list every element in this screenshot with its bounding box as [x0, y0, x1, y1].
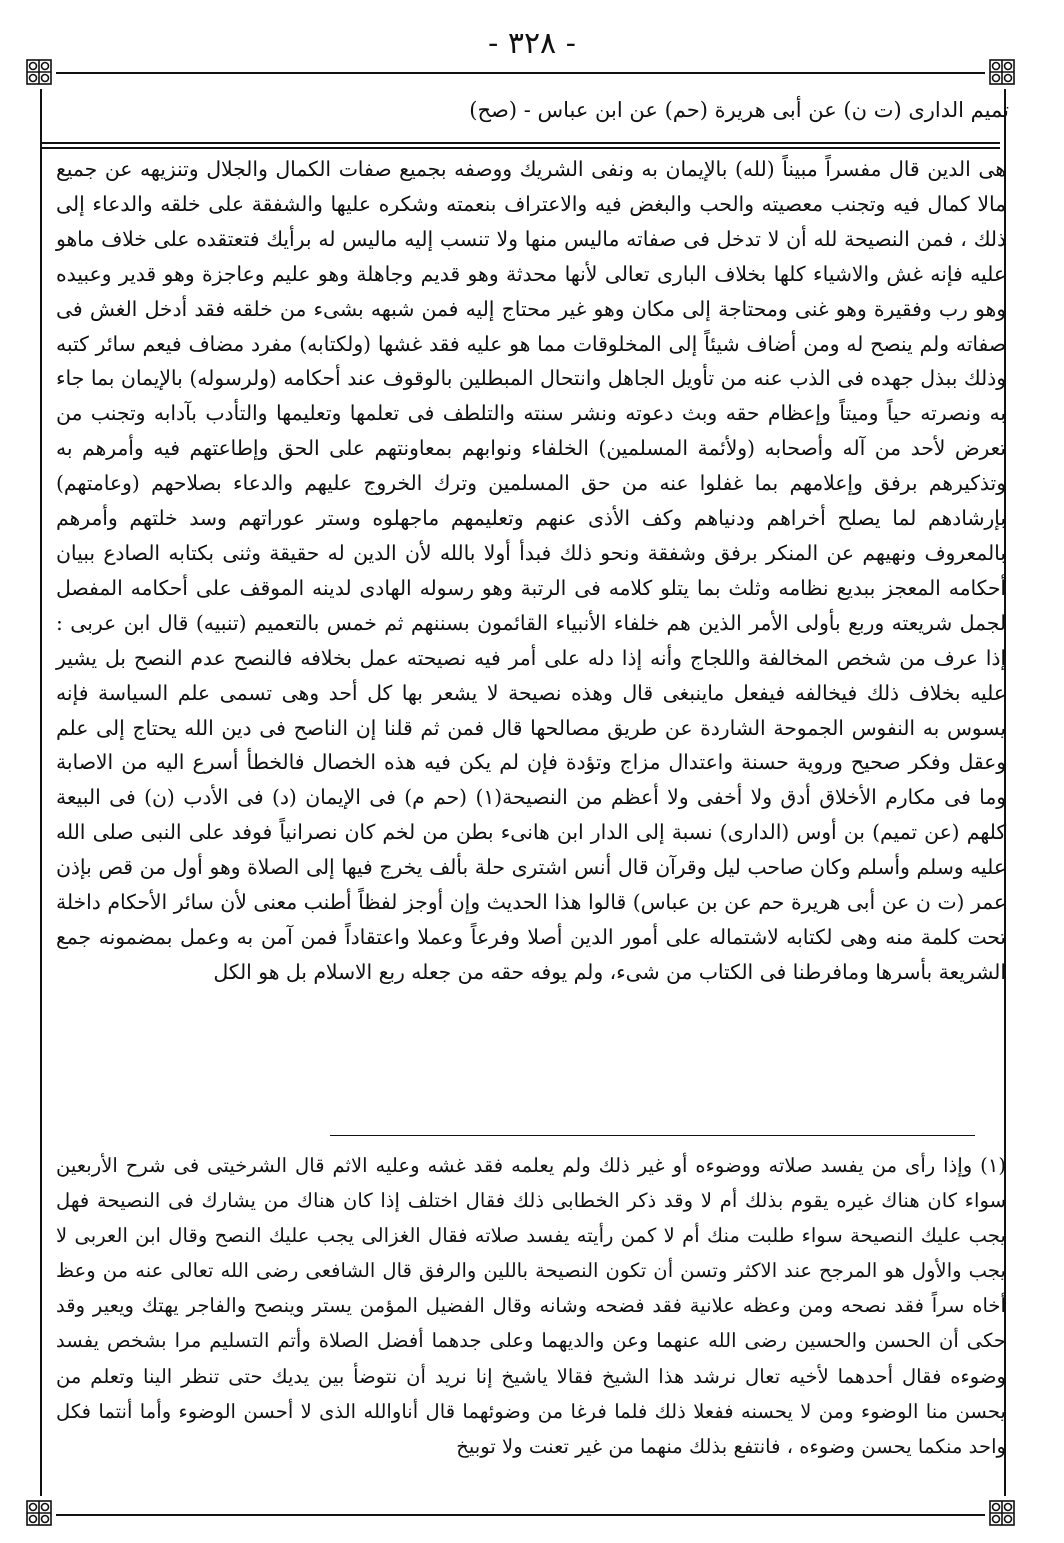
footnote: (١) وإذا رأى من يفسد صلاته ووضوءه أو غير ذلك ولم يعلمه فقد غشه وعليه الاثم قال الشرخيتى فى شرح الأربعين سواء كان هناك غيره يقوم بذلك أم لا وقد ذكر الخطابى ذلك فقال اختلف إذا كان هناك من يشارك فى النصيحة فهل يجب عليك النصيحة سواء طلبت منك أم لا كمن رأيته يفسد صلاته فقال الغزالى يجب عليك النصح وقال ابن العربى لا يجب والأول هو المرجح عند الاكثر وتسن أن تكون النصيحة باللين والرفق قال الشافعى رضى الله تعالى عنه من وعظ أخاه سراً فقد نصحه ومن وعظه علانية فقد فضحه وشانه وقال الفضيل المؤمن يستر وينصح والفاجر يهتك ويعير وقد حكى أن الحسن والحسين رضى الله عنهما وعن والديهما وعلى جدهما أفضل الصلاة وأتم التسليم مرا بشخص يفسد وضوءه فقال أحدهما لأخيه تعال نرشد هذا الشيخ فقالا ياشيخ إنا نريد أن نتوضأ بين يديك حتى تنظر الينا وتعلم من يحسن منا الوضوء ومن لا يحسنه ففعلا ذلك فلما فرغا من وضوئهما قال أناوالله الذى لا أحسن الوضوء وأما أنتما فكل واحد منكما يحسن وضوءه ، فانتفع بذلك منهما من غير تعنت ولا توبيخ — [56, 1154, 1006, 1458]
header-citation: تميم الدارى (ت ن) عن أبى هريرة (حم) عن ابن عباس - (صح) — [469, 98, 1009, 122]
corner-ornament-icon — [985, 1496, 1019, 1530]
commentary-body: هى الدين قال مفسراً مبيناً (لله) بالإيمان به ونفى الشريك ووصفه بجميع صفات الكمال والجلال وتنزيهه عن جميع مالا كمال فيه وتجنب معصيته والحب والبغض فيه والاعتراف بنعمته وشكره عليها والشفقة على خلقه والدعاء إلى ذلك ، فمن النصيحة لله أن لا تدخل فى صفاته ماليس منها ولا تنسب إليه ماليس له برأيك فتعتقده على خلاف ماهو عليه فإنه غش والاشياء كلها بخلاف البارى تعالى لأنها محدثة وهو قديم وجاهلة وهو عليم وعاجزة وهو قدير وعبيده وهو رب وفقيرة وهو غنى ومحتاجة إلى مكان وهو غير محتاج إليه فمن شبهه بشىء من خلقه فقد أدخل الغش فى صفاته ولم ينصح له ومن أضاف شيئاً إلى المخلوقات مما هو عليه فقد غشها (ولكتابه) مفرد مضاف فيعم سائر كتبه وذلك ببذل جهده فى الذب عنه من تأويل الجاهل وانتحال المبطلين بالوقوف عند أحكامه (ولرسوله) بالإيمان بما جاء به ونصرته حياً وميتاً وإعظام حقه وبث دعوته ونشر سنته والتلطف فى تعلمها وتعليمها والتأدب بآدابه وتجنب من تعرض لأحد من آله وأصحابه (ولأئمة المسلمين) الخلفاء ونوابهم بمعاونتهم على الحق وإطاعتهم فيه وأمرهم به وتذكيرهم برفق وإعلامهم بما غفلوا عنه من حق المسلمين وترك الخروج عليهم والدعاء بصلاحهم (وعامتهم) بإرشادهم لما يصلح أخراهم ودنياهم وكف الأذى عنهم وتعليمهم ماجهلوه وستر عوراتهم وسد خلتهم وأمرهم بالمعروف ونهيهم عن المنكر برفق وشفقة ونحو ذلك فبدأ أولا بالله لأن الدين له حقيقة وثنى بكتابه الصادع ببيان أحكامه المعجز ببديع نظامه وثلث بما يتلو كلامه فى الرتبة وهو رسوله الهادى لدينه الموقف على أحكامه المفصل لجمل شريعته وربع بأولى الأمر الذين هم خلفاء الأنبياء القائمون بسننهم ثم خمس بالتعميم (تنبيه) قال ابن عربى : إذا عرف من شخص المخالفة واللجاج وأنه إذا دله على أمر فيه نصيحته عمل بخلافه فالنصح عدم النصح بل يشير عليه بخلاف ذلك فيخالفه فيفعل ماينبغى قال وهذه نصيحة لا يشعر بها كل أحد وهى تسمى علم السياسة فإنه يسوس به النفوس الجموحة الشاردة عن طريق مصالحها قال فمن ثم قلنا إن الناصح فى دين الله يحتاج إلى علم وعقل وفكر صحيح وروية حسنة واعتدال مزاج وتؤدة فإن لم يكن فيه هذه الخصال فالخطأ أسرع اليه من الاصابة وما فى مكارم الأخلاق أدق ولا أخفى ولا أعظم من النصيحة(١) (حم م) فى الإيمان (د) فى الأدب (ن) فى البيعة كلهم (عن تميم) بن أوس (الدارى) نسبة إلى الدار ابن هانىء بطن من لخم كان نصرانياً فوفد على النبى صلى الله عليه وسلم وأسلم وكان صاحب ليل وقرآن قال أنس اشترى حلة بألف يخرج فيها إلى الصلاة وهو أول من قص بإذن عمر (ت ن عن أبى هريرة حم عن بن عباس) قالوا هذا الحديث وإن أوجز لفظاً أطنب معنى لأن سائر الأحكام داخلة تحت كلمة منه وهى لكتابه لاشتماله على أمور الدين أصلا وفرعاً وعملا واعتقاداً فمن آمن به وعمل بمضمونه جمع الشريعة بأسرها ومافرطنا فى الكتاب من شىء، ولم يوفه حقه من جعله ربع الاسلام بل هو الكل — [56, 157, 1006, 984]
footnote-divider — [330, 1135, 975, 1136]
corner-ornament-icon — [985, 55, 1019, 89]
header-divider — [42, 147, 1000, 149]
corner-ornament-icon — [22, 1496, 56, 1530]
header-divider — [42, 142, 1000, 144]
corner-ornament-icon — [22, 55, 56, 89]
page-number: - ٣٢٨ - — [488, 26, 576, 61]
